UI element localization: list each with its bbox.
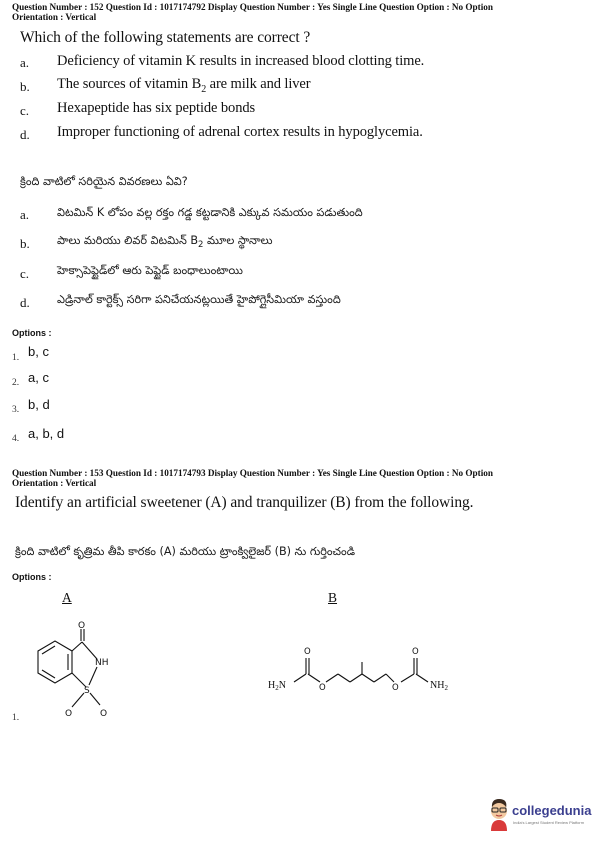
question-header: Question Number : 152 Question Id : 1017174792 Display Question Number : Yes Single Line Question Option : No Option [12, 2, 493, 12]
oxygen-label: O [100, 709, 108, 719]
telugu-statement-a: విటమిన్ K లోపం వల్ల రక్తం గడ్డ కట్టడానికి ఎక్కువ సమయం పడుతుంది [57, 206, 363, 219]
oxygen-label: O [65, 709, 73, 719]
structure-a-saccharin [20, 615, 130, 725]
option-number: 2. [12, 378, 20, 388]
statement-a: Deficiency of vitamin K results in increased blood clotting time. [57, 53, 425, 69]
column-label-b: B [328, 590, 338, 605]
statement-letter: c. [20, 103, 30, 118]
option-2[interactable]: a, c [28, 370, 49, 385]
telugu-statement-d: ఎడ్రినాల్ కార్టెక్స్ సరిగా పనిచేయనట్లయితే హైపోగ్లైసీమియా వస్తుంది [57, 293, 341, 306]
statement-letter: b. [20, 79, 30, 94]
telugu-statement-c: హెక్సాపెప్టైడ్‌లో ఆరు పెప్టైడ్ బంధాలుంటాయి [57, 264, 243, 277]
option-number: 4. [12, 434, 20, 444]
statement-letter: b. [20, 236, 30, 251]
option-number: 3. [12, 405, 20, 415]
oxygen-label: O [78, 621, 86, 631]
orientation-label: Orientation : Vertical [12, 12, 97, 22]
mascot-icon [487, 797, 511, 831]
options-label: Options : [12, 328, 52, 338]
logo-tagline: India's Largest Student Review Platform [513, 820, 585, 825]
option-4[interactable]: a, b, d [28, 426, 65, 441]
amine-label: $NH_2$ [430, 680, 448, 692]
statement-letter: a. [20, 207, 30, 222]
option-1[interactable]: b, c [28, 344, 49, 359]
orientation-label: Orientation : Vertical [12, 478, 97, 488]
option-number: 1. [12, 353, 20, 363]
statement-b: The sources of vitamin $B_2$ are milk and liver [57, 76, 311, 95]
statement-letter: c. [20, 266, 30, 281]
telugu-stem: క్రింది వాటిలో సరియైన వివరణలు ఏవి? [20, 175, 188, 188]
telugu-statement-b: పాలు మరియు లివర్ విటమిన్ $B_2$ మూల స్థానాలు [57, 234, 273, 251]
column-label-a: A [62, 590, 72, 605]
oxygen-label: O [319, 683, 326, 693]
question-stem: Which of the following statements are correct ? [20, 29, 311, 46]
statement-letter: d. [20, 127, 30, 142]
logo-name: collegedunia [512, 803, 592, 818]
question-header: Question Number : 153 Question Id : 1017174793 Display Question Number : Yes Single Line Question Option : No Option [12, 468, 493, 478]
statement-letter: d. [20, 295, 30, 310]
amine-label: $H_2N$ [268, 680, 286, 692]
question-stem: Identify an artificial sweetener (A) and tranquilizer (B) from the following. [15, 494, 474, 511]
collegedunia-logo [487, 797, 591, 833]
sulfur-label: S [84, 686, 90, 696]
nh-label: NH [95, 658, 109, 668]
statement-letter: a. [20, 55, 30, 70]
telugu-stem: క్రింది వాటిలో కృత్రిమ తీపి కారకం (A) మరియు ట్రాంక్విలైజర్ (B) ను గుర్తించండి [15, 545, 355, 558]
oxygen-label: O [304, 647, 311, 657]
oxygen-label: O [412, 647, 419, 657]
statement-c: Hexapeptide has six peptide bonds [57, 100, 256, 116]
structure-b-meprobamate [262, 640, 472, 700]
statement-d: Improper functioning of adrenal cortex results in hypoglycemia. [57, 124, 423, 140]
oxygen-label: O [392, 683, 399, 693]
option-number: 1. [12, 713, 20, 723]
option-3[interactable]: b, d [28, 397, 50, 412]
options-label: Options : [12, 572, 52, 582]
